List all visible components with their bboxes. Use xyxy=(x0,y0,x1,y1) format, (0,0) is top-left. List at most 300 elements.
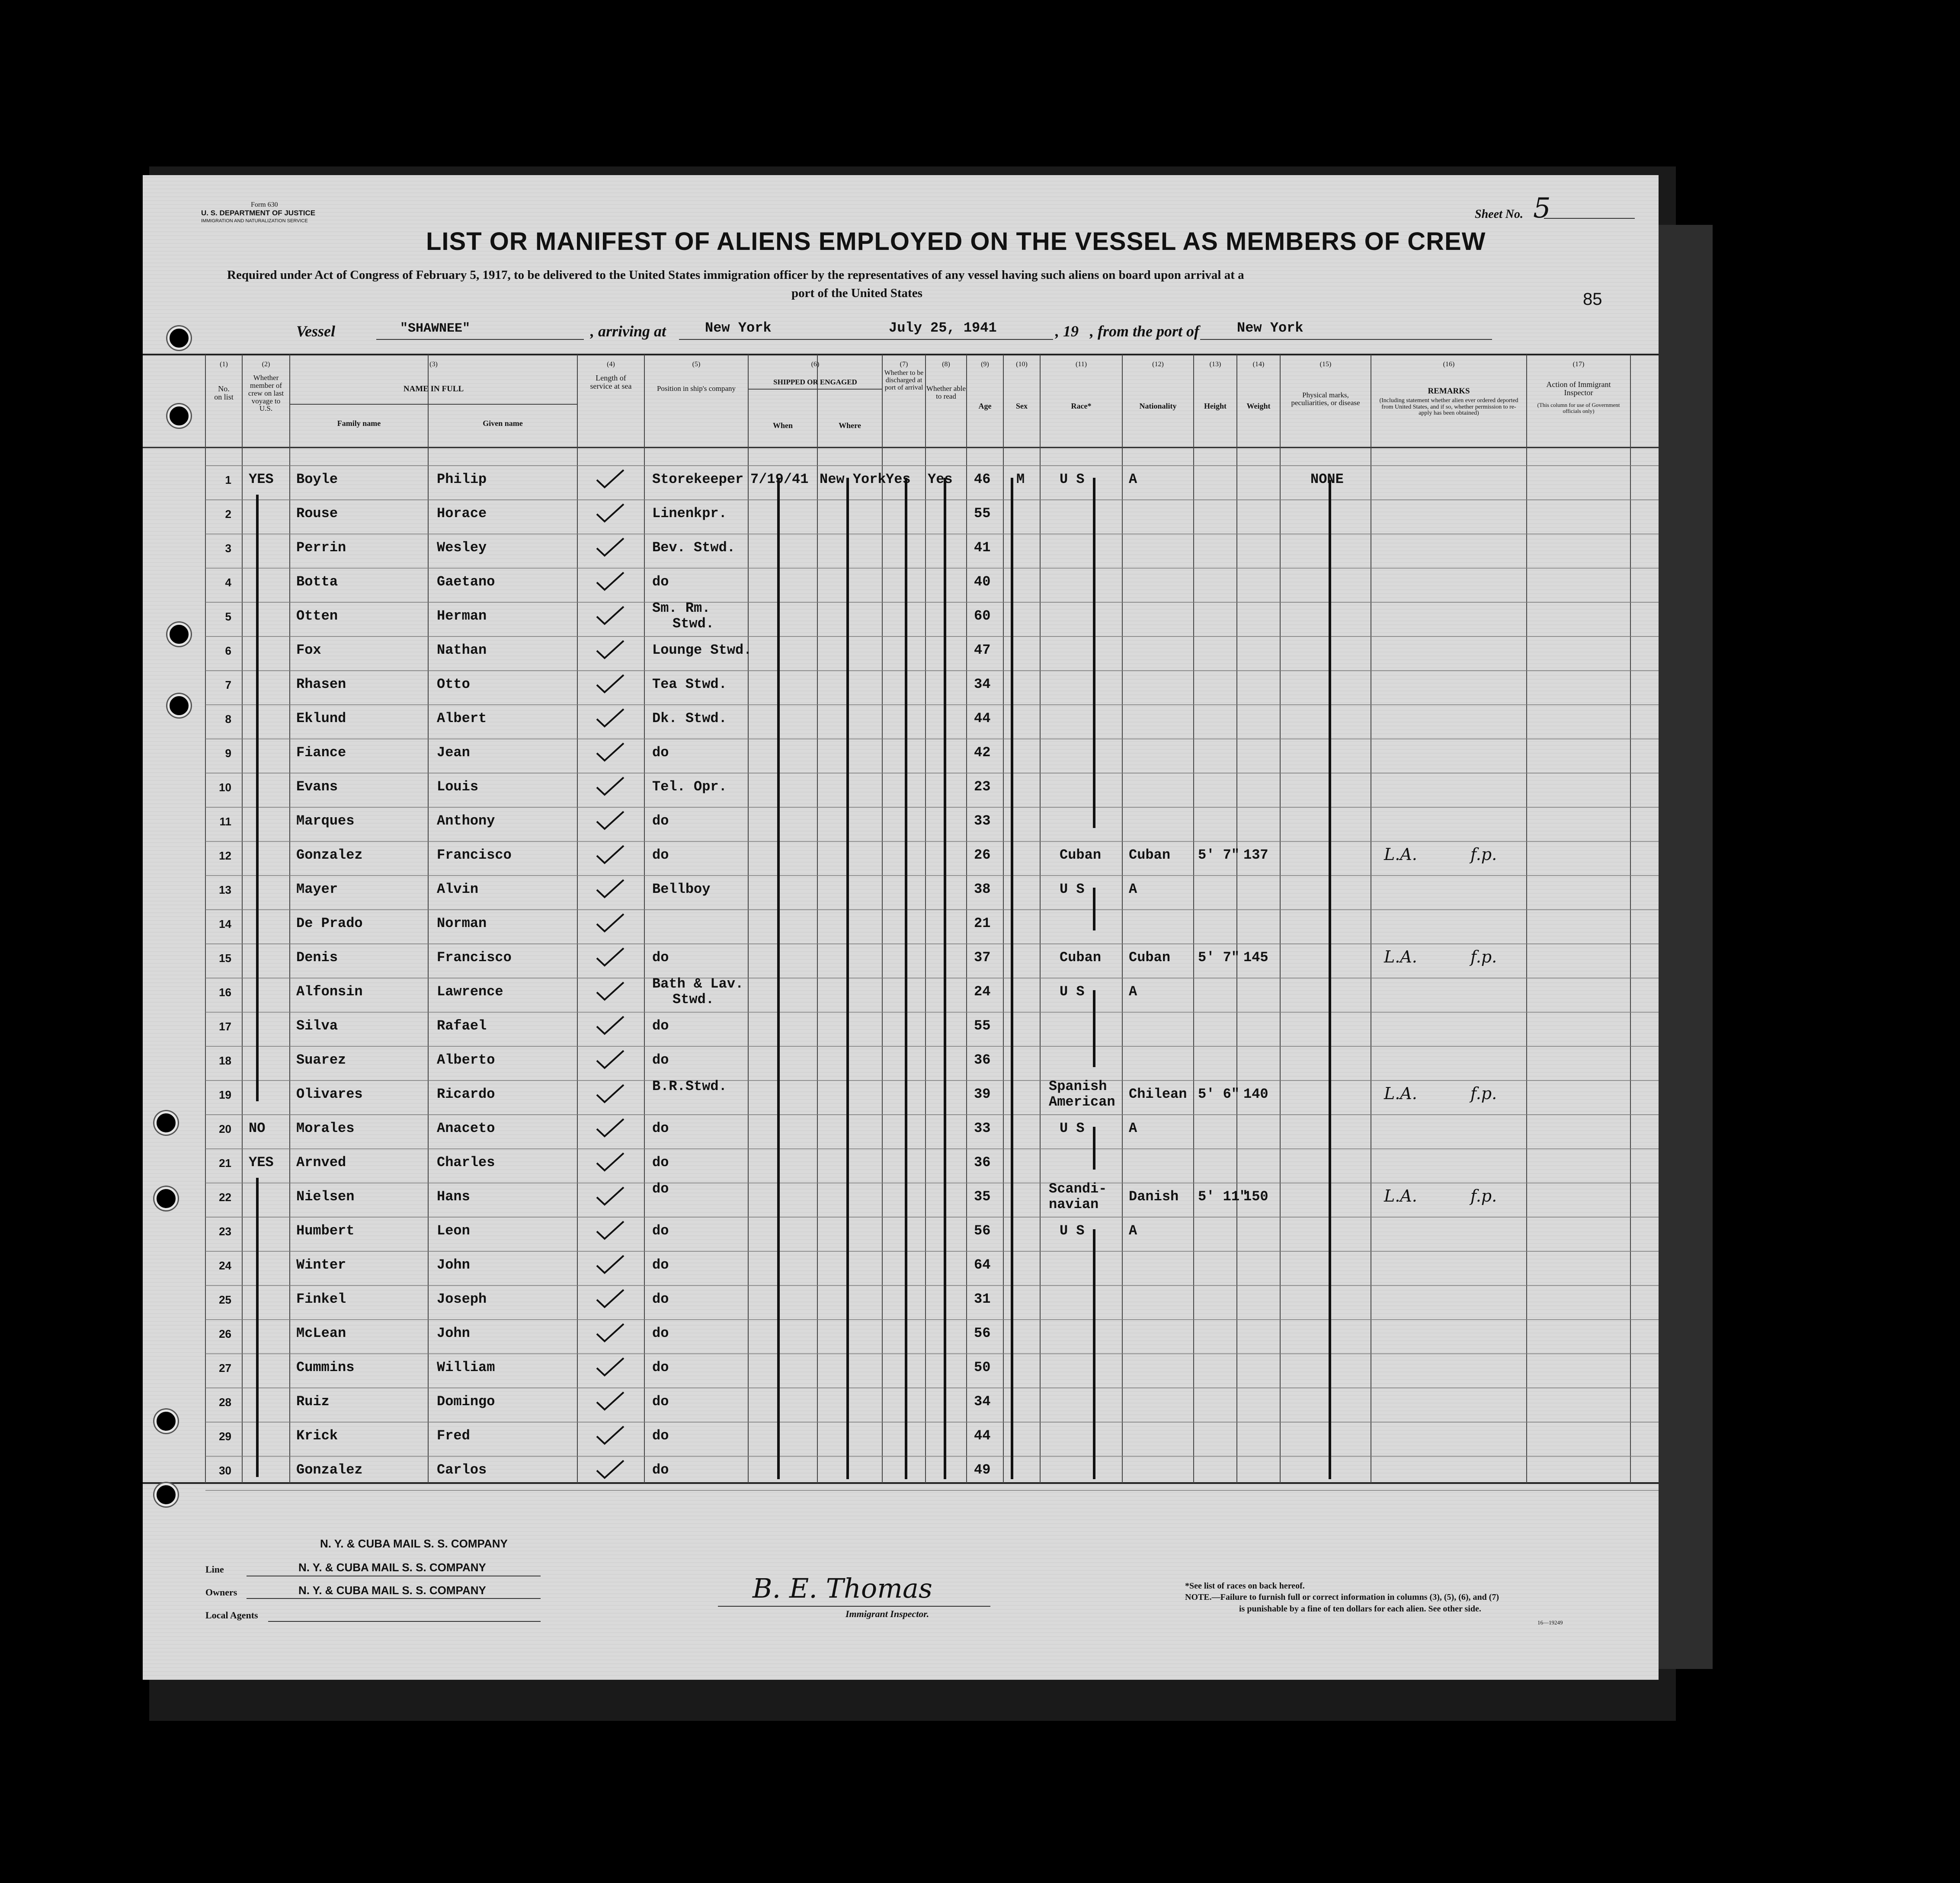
family-name: Arnved xyxy=(296,1154,346,1170)
col13-header: Height xyxy=(1204,402,1227,410)
age-value: 44 xyxy=(974,710,991,726)
nationality-value: A xyxy=(1129,471,1137,487)
col3-number: (3) xyxy=(429,361,438,368)
length-of-service-checkmark xyxy=(597,1392,624,1410)
given-name: Jean xyxy=(437,745,470,761)
family-name: Ruiz xyxy=(296,1394,330,1410)
position-in-company: Dk. Stwd. xyxy=(652,710,727,726)
family-name: Boyle xyxy=(296,471,338,487)
nationality-value: A xyxy=(1129,984,1137,1000)
given-name: Leon xyxy=(437,1223,470,1239)
race-value: Cuban xyxy=(1060,847,1102,863)
length-of-service-checkmark xyxy=(597,743,624,761)
family-name: De Prado xyxy=(296,915,363,931)
race-value: U S xyxy=(1060,471,1085,487)
manifest-page xyxy=(143,175,1659,1680)
position-in-company: do xyxy=(652,1223,669,1239)
col4-number: (4) xyxy=(607,361,615,368)
binder-hole xyxy=(167,326,191,350)
nationality-value: A xyxy=(1129,881,1137,897)
family-name: Silva xyxy=(296,1018,338,1034)
row-number: 7 xyxy=(225,678,231,691)
age-value: 37 xyxy=(974,949,991,965)
position-in-company: do xyxy=(652,1154,669,1170)
length-of-service-checkmark xyxy=(597,1085,624,1102)
length-of-service-checkmark xyxy=(597,948,624,965)
position-in-company: do xyxy=(652,1428,669,1444)
crew-last-voyage-value: NO xyxy=(249,1120,266,1136)
arriving-label: , arriving at xyxy=(590,323,666,340)
when-header: When xyxy=(772,421,793,430)
where-header: Where xyxy=(839,421,861,430)
age-value: 64 xyxy=(974,1257,991,1273)
col12-number: (12) xyxy=(1152,361,1164,368)
length-of-service-checkmark xyxy=(597,1051,624,1068)
position-in-company: do xyxy=(652,1257,669,1273)
length-of-service-checkmark xyxy=(597,1221,624,1239)
form-subtitle-line2: port of the United States xyxy=(791,286,922,300)
remarks-value: L.A. xyxy=(1384,845,1417,864)
given-name: Wesley xyxy=(437,540,487,556)
remarks-value: L.A. xyxy=(1384,1084,1417,1103)
family-name: Botta xyxy=(296,574,338,590)
form-title: LIST OR MANIFEST OF ALIENS EMPLOYED ON THE VESSEL AS MEMBERS OF CREW xyxy=(426,227,1486,256)
nationality-value: Cuban xyxy=(1129,847,1171,863)
weight-value: 145 xyxy=(1243,949,1268,965)
col17-subheader: (This column for use of Government officials only) xyxy=(1537,402,1620,414)
age-value: 55 xyxy=(974,505,991,521)
given-name: Albert xyxy=(437,710,487,726)
col10-header: Sex xyxy=(1016,402,1028,410)
company-stamp: N. Y. & CUBA MAIL S. S. COMPANY xyxy=(320,1537,508,1550)
col14-header: Weight xyxy=(1246,402,1271,410)
length-of-service-checkmark xyxy=(597,1119,624,1136)
col15-header: Physical marks, peculiarities, or disease xyxy=(1291,391,1360,407)
age-value: 33 xyxy=(974,813,991,829)
remarks-value: L.A. xyxy=(1384,947,1417,966)
height-value: 5' 6" xyxy=(1198,1086,1240,1102)
physical-marks-value: NONE xyxy=(1310,471,1344,487)
length-of-service-checkmark xyxy=(597,1290,624,1307)
col7-number: (7) xyxy=(900,361,908,368)
col9-number: (9) xyxy=(981,361,989,368)
nationality-value: Danish xyxy=(1129,1189,1179,1205)
weight-value: 150 xyxy=(1243,1189,1268,1205)
row-number: 26 xyxy=(219,1327,231,1340)
inspector-signature: B. E. Thomas xyxy=(753,1573,932,1604)
row-number: 23 xyxy=(219,1225,231,1238)
row-number: 30 xyxy=(219,1464,231,1477)
year-label: , 19 xyxy=(1055,323,1079,340)
row-number: 24 xyxy=(219,1259,231,1272)
given-name: Carlos xyxy=(437,1462,487,1478)
position-in-company-continued: Stwd. xyxy=(673,616,714,632)
age-value: 34 xyxy=(974,676,991,692)
family-name-header: Family name xyxy=(337,419,381,428)
form-subtitle-line1: Required under Act of Congress of February 5, 1917, to be delivered to the United States immigration officer by the representatives of any vessel having such aliens on board upon arrival at a xyxy=(227,268,1244,282)
family-name: Nielsen xyxy=(296,1189,355,1205)
remarks-value: L.A. xyxy=(1384,1186,1417,1205)
length-of-service-checkmark xyxy=(597,1153,624,1170)
form-number: Form 630 xyxy=(251,201,278,208)
weight-value: 137 xyxy=(1243,847,1268,863)
length-of-service-checkmark xyxy=(597,675,624,692)
family-name: Krick xyxy=(296,1428,338,1444)
length-of-service-checkmark xyxy=(597,538,624,556)
inspector-action-value: f.p. xyxy=(1470,1186,1497,1205)
position-in-company: do xyxy=(652,1462,669,1478)
inspector-label: Immigrant Inspector. xyxy=(845,1608,929,1619)
race-value: Scandi- xyxy=(1049,1181,1107,1197)
col15-number: (15) xyxy=(1319,361,1332,368)
from-port-label: , from the port of xyxy=(1090,323,1200,340)
line-value: N. Y. & CUBA MAIL S. S. COMPANY xyxy=(298,1561,486,1574)
family-name: Eklund xyxy=(296,710,346,726)
position-in-company: Bath & Lav. xyxy=(652,976,744,992)
col17-header: Action of Immigrant Inspector xyxy=(1546,380,1611,397)
position-in-company: do xyxy=(652,574,669,590)
row-number: 10 xyxy=(219,781,231,794)
penalty-note-line2: is punishable by a fine of ten dollars for each alien. See other side. xyxy=(1239,1604,1481,1614)
col1-number: (1) xyxy=(220,361,228,368)
given-name: Hans xyxy=(437,1189,470,1205)
family-name: Otten xyxy=(296,608,338,624)
col2-header: Whether member of crew on last voyage to U.S. xyxy=(248,374,284,413)
vessel-name: "SHAWNEE" xyxy=(400,321,471,336)
nationality-value: A xyxy=(1129,1223,1137,1239)
age-value: 34 xyxy=(974,1394,991,1410)
family-name: Winter xyxy=(296,1257,346,1273)
family-name: Gonzalez xyxy=(296,1462,363,1478)
length-of-service-checkmark xyxy=(597,1324,624,1341)
family-name: Mayer xyxy=(296,881,338,897)
family-name: Rouse xyxy=(296,505,338,521)
length-of-service-checkmark xyxy=(597,1256,624,1273)
binder-hole xyxy=(167,404,191,428)
given-name: Gaetano xyxy=(437,574,495,590)
crew-last-voyage-value: YES xyxy=(249,471,274,487)
arriving-port: New York xyxy=(705,320,772,336)
col6-number: (6) xyxy=(811,361,820,368)
row-number: 8 xyxy=(225,713,231,726)
family-name: Fiance xyxy=(296,745,346,761)
position-in-company: do xyxy=(652,1181,669,1197)
binder-hole xyxy=(167,694,191,717)
age-value: 21 xyxy=(974,915,991,931)
given-name-header: Given name xyxy=(483,419,523,428)
col2-number: (2) xyxy=(262,361,270,368)
family-name: Marques xyxy=(296,813,355,829)
age-value: 24 xyxy=(974,984,991,1000)
race-value: U S xyxy=(1060,1223,1085,1239)
age-value: 55 xyxy=(974,1018,991,1034)
row-number: 16 xyxy=(219,986,231,999)
service-name: IMMIGRATION AND NATURALIZATION SERVICE xyxy=(201,218,308,224)
age-value: 41 xyxy=(974,540,991,556)
length-of-service-checkmark xyxy=(597,914,624,931)
family-name: Rhasen xyxy=(296,676,346,692)
length-of-service-checkmark xyxy=(597,470,624,487)
race-value: Cuban xyxy=(1060,949,1102,965)
owners-value: N. Y. & CUBA MAIL S. S. COMPANY xyxy=(298,1584,486,1597)
row-number: 29 xyxy=(219,1430,231,1443)
position-in-company: Lounge Stwd. xyxy=(652,642,752,658)
nationality-value: Cuban xyxy=(1129,949,1171,965)
col16-header: REMARKS xyxy=(1428,387,1470,396)
row-number: 27 xyxy=(219,1362,231,1375)
given-name: Otto xyxy=(437,676,470,692)
able-to-read-value: Yes xyxy=(928,471,953,487)
age-value: 60 xyxy=(974,608,991,624)
given-name: Philip xyxy=(437,471,487,487)
length-of-service-checkmark xyxy=(597,1187,624,1205)
sheet-label: Sheet No. xyxy=(1475,208,1523,221)
family-name: Perrin xyxy=(296,540,346,556)
row-number: 21 xyxy=(219,1157,231,1170)
age-value: 26 xyxy=(974,847,991,863)
length-of-service-checkmark xyxy=(597,846,624,863)
position-in-company: do xyxy=(652,745,669,761)
row-number: 25 xyxy=(219,1293,231,1306)
row-number: 17 xyxy=(219,1020,231,1033)
footer-print-code: 16—19249 xyxy=(1537,1619,1563,1626)
age-value: 56 xyxy=(974,1325,991,1341)
position-in-company: Bev. Stwd. xyxy=(652,540,736,556)
length-of-service-checkmark xyxy=(597,1017,624,1034)
col4-header: Length of service at sea xyxy=(590,374,632,390)
sex-value: M xyxy=(1016,471,1025,487)
family-name: Olivares xyxy=(296,1086,363,1102)
nationality-value: Chilean xyxy=(1129,1086,1187,1102)
age-value: 44 xyxy=(974,1428,991,1444)
position-in-company: do xyxy=(652,1394,669,1410)
age-value: 36 xyxy=(974,1052,991,1068)
row-number: 20 xyxy=(219,1122,231,1135)
col6-header: SHIPPED OR ENGAGED xyxy=(773,378,857,386)
given-name: Rafael xyxy=(437,1018,487,1034)
given-name: Anaceto xyxy=(437,1120,495,1136)
page-number: 85 xyxy=(1583,290,1602,309)
row-number: 3 xyxy=(225,542,231,555)
row-number: 14 xyxy=(219,918,231,930)
length-of-service-checkmark xyxy=(597,504,624,521)
col7-header: Whether to be discharged at port of arrival xyxy=(884,369,924,391)
length-of-service-checkmark xyxy=(597,1358,624,1375)
length-of-service-checkmark xyxy=(597,709,624,726)
age-value: 39 xyxy=(974,1086,991,1102)
row-number: 28 xyxy=(219,1396,231,1409)
col17-number: (17) xyxy=(1572,361,1585,368)
given-name: John xyxy=(437,1325,470,1341)
row-number: 6 xyxy=(225,644,231,657)
position-in-company-continued: Stwd. xyxy=(673,991,714,1007)
given-name: William xyxy=(437,1359,495,1375)
family-name: McLean xyxy=(296,1325,346,1341)
position-in-company: Tel. Opr. xyxy=(652,779,727,795)
position-in-company: B.R.Stwd. xyxy=(652,1078,727,1094)
row-number: 18 xyxy=(219,1054,231,1067)
races-note: *See list of races on back hereof. xyxy=(1185,1581,1305,1591)
line-label: Line xyxy=(205,1564,224,1575)
position-in-company: Storekeeper xyxy=(652,471,744,487)
family-name: Humbert xyxy=(296,1223,355,1239)
length-of-service-checkmark xyxy=(597,1461,624,1478)
age-value: 33 xyxy=(974,1120,991,1136)
family-name: Cummins xyxy=(296,1359,355,1375)
from-port: New York xyxy=(1237,320,1303,336)
position-in-company: do xyxy=(652,1291,669,1307)
position-in-company: do xyxy=(652,1359,669,1375)
race-value: Spanish xyxy=(1049,1078,1107,1094)
given-name: Norman xyxy=(437,915,487,931)
row-number: 4 xyxy=(225,576,231,589)
position-in-company: do xyxy=(652,813,669,829)
age-value: 23 xyxy=(974,779,991,795)
age-value: 46 xyxy=(974,471,991,487)
weight-value: 140 xyxy=(1243,1086,1268,1102)
col11-number: (11) xyxy=(1075,361,1087,368)
row-number: 13 xyxy=(219,883,231,896)
col11-header: Race* xyxy=(1071,402,1092,410)
age-value: 40 xyxy=(974,574,991,590)
length-of-service-checkmark xyxy=(597,572,624,590)
col8-header: Whether able to read xyxy=(926,384,966,400)
length-of-service-checkmark xyxy=(597,777,624,795)
given-name: Herman xyxy=(437,608,487,624)
family-name: Denis xyxy=(296,949,338,965)
length-of-service-checkmark xyxy=(597,641,624,658)
col3-header: NAME IN FULL xyxy=(403,384,464,393)
col14-number: (14) xyxy=(1252,361,1265,368)
discharged-value: Yes xyxy=(886,471,911,487)
family-name: Finkel xyxy=(296,1291,346,1307)
given-name: Francisco xyxy=(437,949,512,965)
length-of-service-checkmark xyxy=(597,607,624,624)
given-name: Fred xyxy=(437,1428,470,1444)
row-number: 19 xyxy=(219,1088,231,1101)
given-name: Lawrence xyxy=(437,984,503,1000)
vessel-label: Vessel xyxy=(296,323,335,340)
penalty-note-line1: NOTE.—Failure to furnish full or correct information in columns (3), (5), (6), and (7) xyxy=(1185,1592,1499,1602)
arrival-date: July 25, 1941 xyxy=(889,320,997,336)
age-value: 36 xyxy=(974,1154,991,1170)
given-name: Charles xyxy=(437,1154,495,1170)
family-name: Evans xyxy=(296,779,338,795)
age-value: 49 xyxy=(974,1462,991,1478)
given-name: Alvin xyxy=(437,881,479,897)
length-of-service-checkmark xyxy=(597,982,624,1000)
age-value: 47 xyxy=(974,642,991,658)
crew-last-voyage-value: YES xyxy=(249,1154,274,1170)
given-name: Louis xyxy=(437,779,479,795)
given-name: John xyxy=(437,1257,470,1273)
given-name: Francisco xyxy=(437,847,512,863)
shipped-when: 7/19/41 xyxy=(750,471,809,487)
inspector-action-value: f.p. xyxy=(1470,845,1497,864)
binder-hole xyxy=(154,1111,178,1135)
length-of-service-checkmark xyxy=(597,1426,624,1444)
position-in-company: Linenkpr. xyxy=(652,505,727,521)
binder-hole xyxy=(154,1187,178,1210)
age-value: 42 xyxy=(974,745,991,761)
local-agents-label: Local Agents xyxy=(205,1610,258,1621)
family-name: Suarez xyxy=(296,1052,346,1068)
col5-number: (5) xyxy=(692,361,701,368)
position-in-company: Bellboy xyxy=(652,881,711,897)
position-in-company: Sm. Rm. xyxy=(652,600,711,616)
col16-subheader: (Including statement whether alien ever ordered deported from United States, and if so, whether permission to re-apply has been obtained) xyxy=(1379,397,1518,417)
inspector-action-value: f.p. xyxy=(1470,1084,1497,1103)
family-name: Morales xyxy=(296,1120,355,1136)
race-value: U S xyxy=(1060,984,1085,1000)
col13-number: (13) xyxy=(1209,361,1221,368)
race-value-continued: American xyxy=(1049,1094,1115,1110)
family-name: Fox xyxy=(296,642,321,658)
position-in-company: do xyxy=(652,1018,669,1034)
given-name: Domingo xyxy=(437,1394,495,1410)
length-of-service-checkmark xyxy=(597,880,624,897)
row-number: 15 xyxy=(219,952,231,965)
inspector-action-value: f.p. xyxy=(1470,947,1497,966)
length-of-service-checkmark xyxy=(597,812,624,829)
position-in-company: do xyxy=(652,1120,669,1136)
height-value: 5' 7" xyxy=(1198,949,1240,965)
given-name: Nathan xyxy=(437,642,487,658)
position-in-company: do xyxy=(652,847,669,863)
position-in-company: do xyxy=(652,1052,669,1068)
col12-header: Nationality xyxy=(1139,402,1177,410)
position-in-company: Tea Stwd. xyxy=(652,676,727,692)
height-value: 5' 11" xyxy=(1198,1189,1248,1205)
owners-label: Owners xyxy=(205,1587,237,1598)
row-number: 11 xyxy=(219,815,231,828)
age-value: 50 xyxy=(974,1359,991,1375)
col9-header: Age xyxy=(978,402,992,410)
sheet-number: 5 xyxy=(1533,192,1551,224)
row-number: 22 xyxy=(219,1191,231,1204)
race-value: U S xyxy=(1060,1120,1085,1136)
given-name: Alberto xyxy=(437,1052,495,1068)
col8-number: (8) xyxy=(942,361,950,368)
binder-hole xyxy=(167,623,191,646)
binder-hole xyxy=(154,1410,178,1433)
col10-number: (10) xyxy=(1016,361,1028,368)
position-in-company: do xyxy=(652,949,669,965)
col1-header: No. on list xyxy=(214,384,234,401)
family-name: Alfonsin xyxy=(296,984,363,1000)
race-value-continued: navian xyxy=(1049,1196,1099,1212)
row-number: 9 xyxy=(225,747,231,760)
col16-number: (16) xyxy=(1443,361,1455,368)
col5-header: Position in ship's company xyxy=(657,384,736,393)
age-value: 38 xyxy=(974,881,991,897)
given-name: Joseph xyxy=(437,1291,487,1307)
age-value: 35 xyxy=(974,1189,991,1205)
height-value: 5' 7" xyxy=(1198,847,1240,863)
given-name: Ricardo xyxy=(437,1086,495,1102)
row-number: 5 xyxy=(225,610,231,623)
department-name: U. S. DEPARTMENT OF JUSTICE xyxy=(201,209,316,217)
shipped-where: New York xyxy=(820,471,886,487)
race-value: U S xyxy=(1060,881,1085,897)
binder-hole xyxy=(154,1483,178,1506)
row-number: 12 xyxy=(219,849,231,862)
nationality-value: A xyxy=(1129,1120,1137,1136)
given-name: Anthony xyxy=(437,813,495,829)
position-in-company: do xyxy=(652,1325,669,1341)
family-name: Gonzalez xyxy=(296,847,363,863)
given-name: Horace xyxy=(437,505,487,521)
